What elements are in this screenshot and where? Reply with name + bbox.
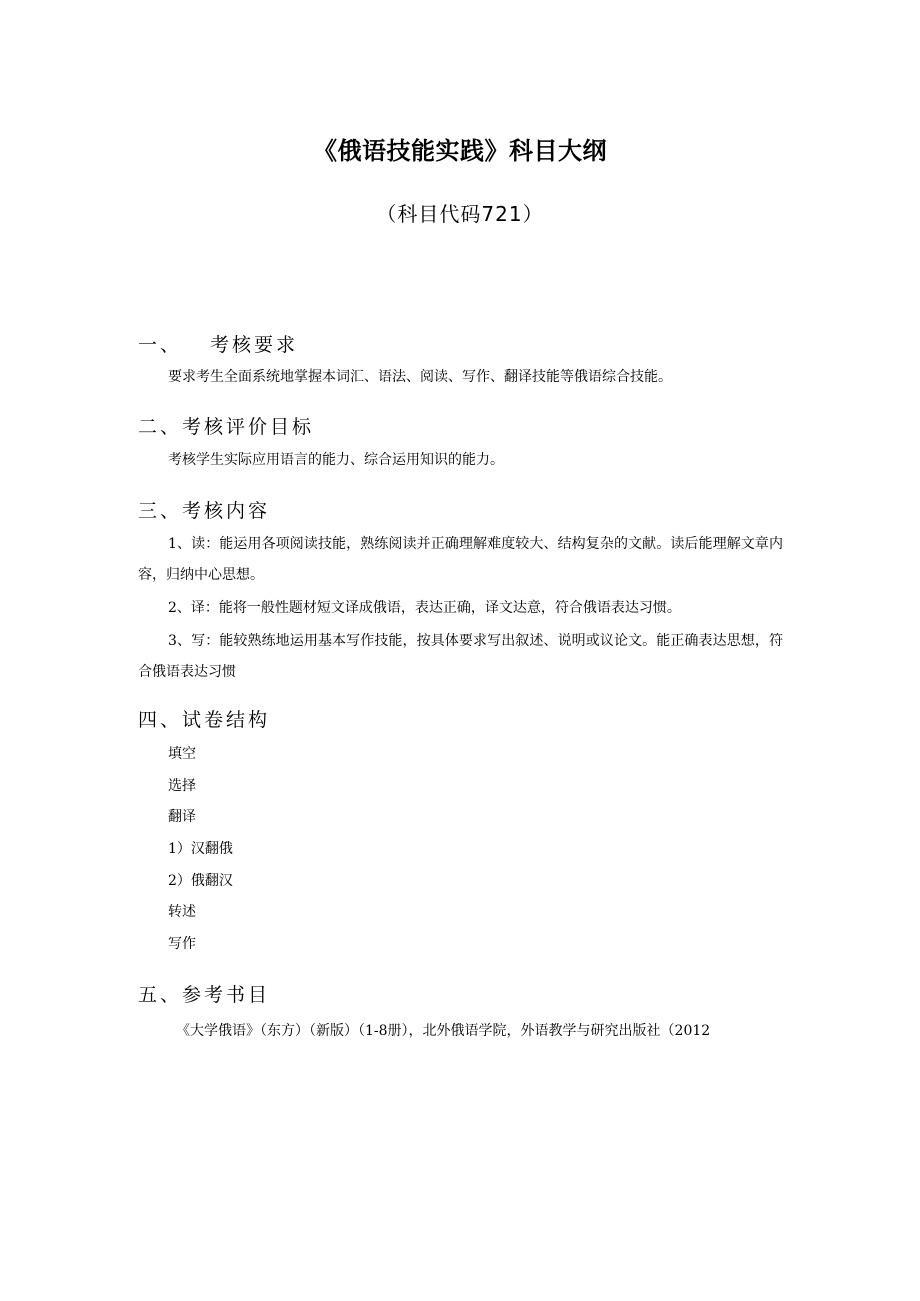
reference-entry: 《大学俄语》（东方）（新版）（1-8册），北外俄语学院，外语教学与研究出版社（2012 [176,1023,711,1039]
section-title: 考核要求 [210,334,299,356]
section-number: 二、 [138,416,183,438]
section-heading-1 [138,331,298,359]
section-title: 参考书目 [182,984,271,1006]
list-item: 转述 [168,904,196,920]
section-number: 四、 [138,709,183,731]
section-heading-2 [138,413,314,441]
document-subtitle: （科目代码721） [376,202,544,226]
section-title: 考核内容 [182,500,271,522]
document-title: 《俄语技能实践》科目大纲 [313,137,607,165]
list-item: 写作 [168,936,196,952]
section-3-paragraph-2: 2、译：能将一般性题材短文译成俄语，表达正确，译文达意，符合俄语表达习惯。 [168,600,681,616]
section-2-paragraph: 考核学生实际应用语言的能力、综合运用知识的能力。 [168,452,504,468]
section-number: 一、 [138,334,183,356]
section-number: 五、 [138,984,183,1006]
section-3-paragraph-3: 3、写：能较熟练地运用基本写作技能，按具体要求写出叙述、说明或议论文。能正确表达思想，符合俄语表达习惯 [138,633,783,680]
list-item: 1）汉翻俄 [168,841,233,857]
section-title: 试卷结构 [182,709,271,731]
list-item: 翻译 [168,809,196,825]
list-item: 填空 [168,746,196,762]
list-item: 2）俄翻汉 [168,873,233,889]
section-heading-4 [138,706,270,734]
section-title: 考核评价目标 [182,416,315,438]
section-3-paragraph-1: 1、读：能运用各项阅读技能，熟练阅读并正确理解难度较大、结构复杂的文献。读后能理解文章内容，归纳中心思想。 [138,536,783,583]
section-heading-3 [138,497,270,525]
section-1-paragraph: 要求考生全面系统地掌握本词汇、语法、阅读、写作、翻译技能等俄语综合技能。 [168,369,672,385]
list-item: 选择 [168,778,196,794]
section-number: 三、 [138,500,183,522]
section-heading-5 [138,981,270,1009]
